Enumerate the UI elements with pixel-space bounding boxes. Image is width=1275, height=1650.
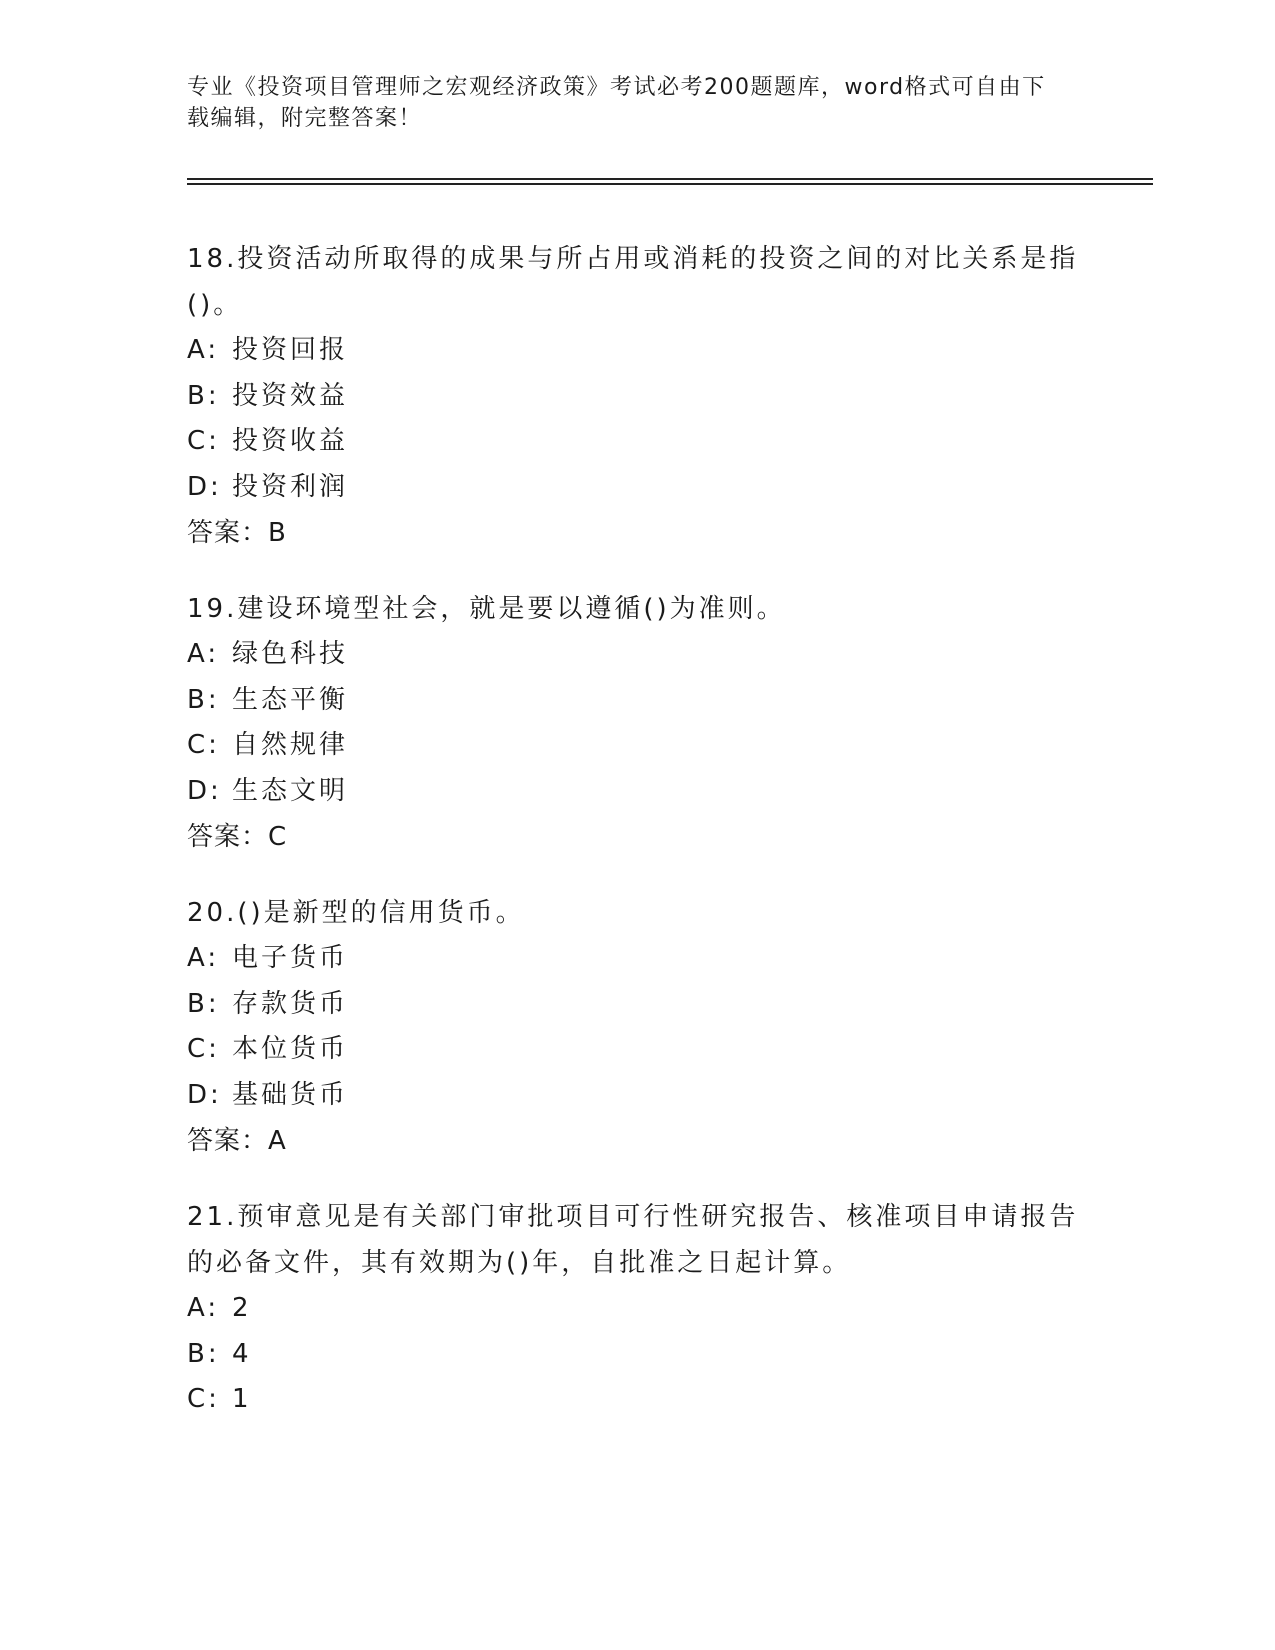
option-letter: D: [187, 775, 222, 806]
option-a [187, 936, 1087, 982]
option-text: 电子货币 [232, 943, 349, 973]
option-b [187, 982, 1087, 1028]
option-letter: A: [187, 1293, 220, 1323]
document-header: 专业《投资项目管理师之宏观经济政策》考试必考200题题库，word格式可自由下载编辑，附完整答案！ [187, 75, 1046, 131]
option-letter: C: [187, 1384, 220, 1414]
question-18 [187, 236, 1087, 556]
option-c [187, 419, 1087, 465]
option-text: 本位货币 [232, 1034, 349, 1064]
option-letter: B: [187, 684, 220, 715]
option-letter: D: [187, 471, 222, 502]
option-letter: B: [187, 988, 220, 1019]
option-text: 1 [232, 1384, 252, 1414]
option-text: 存款货币 [232, 988, 349, 1019]
option-letter: C: [187, 730, 220, 760]
option-text: 4 [232, 1338, 252, 1369]
option-a [187, 1286, 1087, 1332]
header-rule-bottom [187, 183, 1153, 185]
question-stem: 19.建设环境型社会，就是要以遵循()为准则。 [187, 594, 786, 624]
option-b [187, 374, 1087, 420]
option-text: 投资利润 [232, 471, 349, 502]
option-text: 生态文明 [232, 775, 349, 806]
option-letter: B: [187, 380, 220, 411]
answer-line: 答案：A [187, 1126, 287, 1156]
option-text: 生态平衡 [232, 684, 349, 715]
option-text: 投资效益 [232, 380, 349, 411]
question-stem: 20.()是新型的信用货币。 [187, 898, 525, 928]
option-c [187, 1027, 1087, 1073]
option-text: 投资回报 [232, 335, 349, 365]
question-list [187, 236, 1087, 1453]
option-d [187, 769, 1087, 815]
option-letter: B: [187, 1338, 220, 1369]
option-text: 投资收益 [232, 426, 349, 456]
option-text: 自然规律 [232, 730, 349, 760]
option-letter: C: [187, 426, 220, 456]
question-21 [187, 1194, 1087, 1423]
option-text: 基础货币 [232, 1079, 349, 1110]
option-letter: A: [187, 943, 220, 973]
question-20 [187, 890, 1087, 1164]
option-letter: A: [187, 335, 220, 365]
option-letter: D: [187, 1079, 222, 1110]
question-stem: 21.预审意见是有关部门审批项目可行性研究报告、核准项目申请报告的必备文件，其有效期为()年，自批准之日起计算。 [187, 1202, 1079, 1278]
option-text: 绿色科技 [232, 639, 349, 669]
answer-line: 答案：B [187, 518, 287, 548]
option-d [187, 1073, 1087, 1119]
option-letter: C: [187, 1034, 220, 1064]
option-d [187, 465, 1087, 511]
option-c [187, 723, 1087, 769]
option-letter: A: [187, 639, 220, 669]
header-rule-top [187, 178, 1153, 180]
option-a [187, 328, 1087, 374]
option-b [187, 1332, 1087, 1378]
question-stem: 18.投资活动所取得的成果与所占用或消耗的投资之间的对比关系是指()。 [187, 244, 1079, 320]
option-a [187, 632, 1087, 678]
option-b [187, 678, 1087, 724]
question-19 [187, 586, 1087, 860]
option-text: 2 [232, 1293, 252, 1323]
option-c [187, 1377, 1087, 1423]
answer-line: 答案：C [187, 822, 288, 852]
